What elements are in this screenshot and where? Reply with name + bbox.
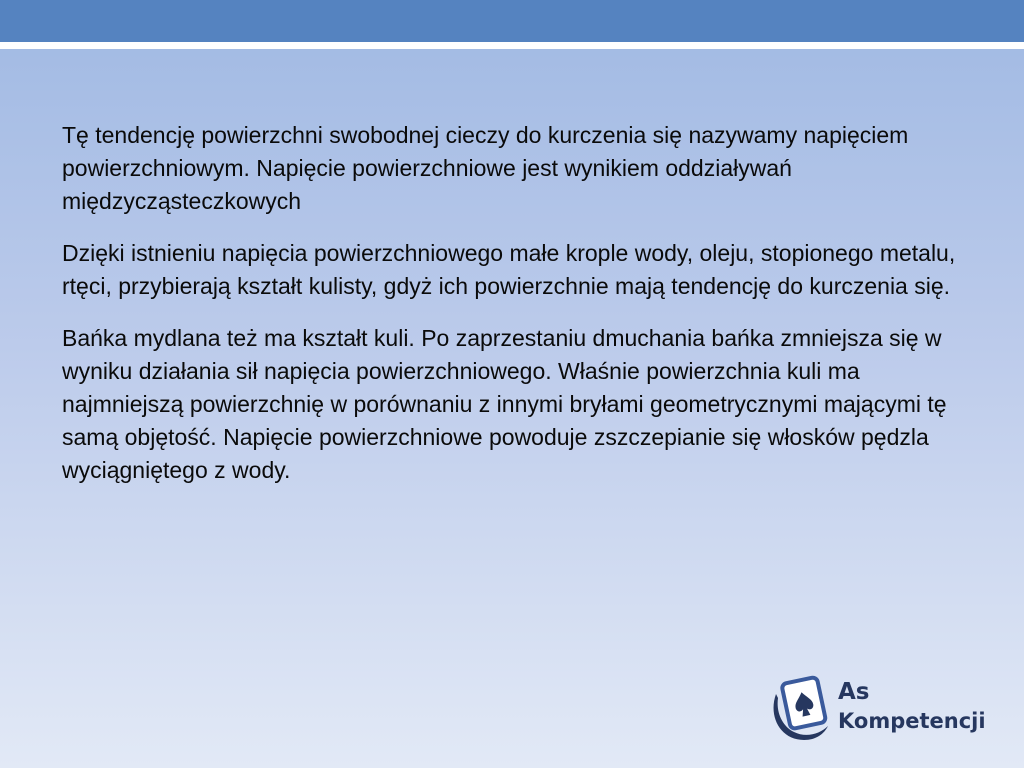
as-kompetencji-logo — [770, 672, 1000, 744]
slide-body — [62, 119, 982, 506]
top-banner — [0, 0, 1024, 42]
logo-line-kompetencji: Kompetencji — [838, 709, 986, 733]
top-banner-divider — [0, 42, 1024, 49]
paragraph-soap-bubble: Bańka mydlana też ma kształt kuli. Po zaprzestaniu dmuchania bańka zmniejsza się w wyniku działania sił napięcia powierzchniowego. Właśnie powierzchnia kuli ma najmniejszą powierzchnię w porównaniu z innymi bryłami geometrycznymi mającymi tę samą objętość. Napięcie powierzchniowe powoduje zszczepianie się włosków pędzla wyciągniętego z wody. — [62, 325, 947, 483]
logo-wordmark — [838, 678, 986, 736]
paragraph-droplet-shape: Dzięki istnieniu napięcia powierzchniowego małe krople wody, oleju, stopionego metalu, rtęci, przybierają kształt kulisty, gdyż ich powierzchnie mają tendencję do kurczenia się. — [62, 240, 956, 299]
spade-card-icon — [770, 672, 832, 744]
paragraph-surface-tension-definition: Tę tendencję powierzchni swobodnej cieczy do kurczenia się nazywamy napięciem powierzchniowym. Napięcie powierzchniowe jest wynikiem oddziaływań międzycząsteczkowych — [62, 122, 909, 214]
logo-line-as: As — [838, 679, 870, 705]
